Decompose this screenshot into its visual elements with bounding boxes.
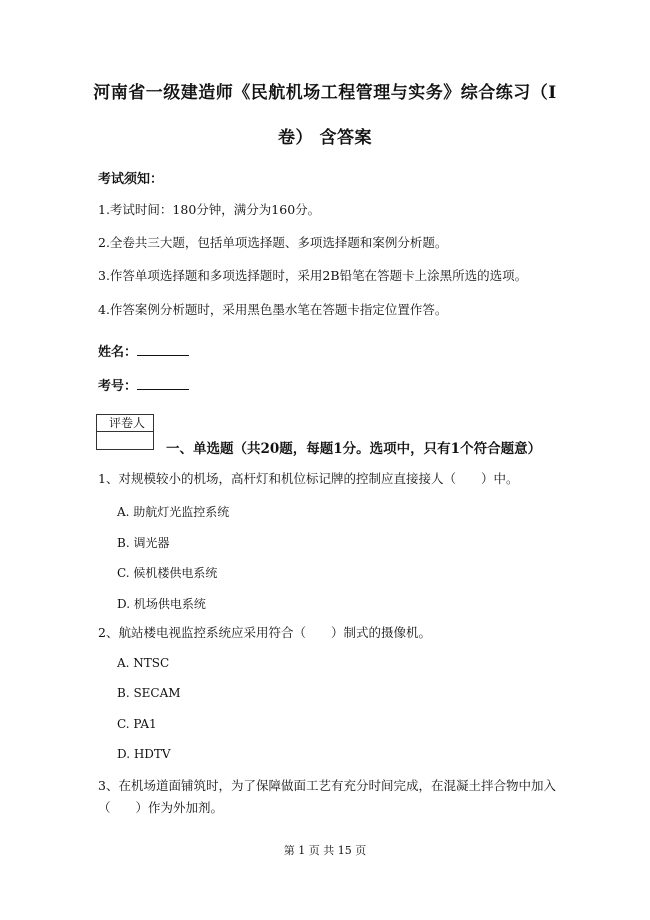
question-1: 1、对规模较小的机场，高杆灯和机位标记牌的控制应直接接人（ ）中。 <box>98 471 519 486</box>
document-title-line-1: 河南省一级建造师《民航机场工程管理与实务》综合练习（I <box>93 83 557 103</box>
question-1-option-c: C. 候机楼供电系统 <box>117 566 218 580</box>
question-2: 2、航站楼电视监控系统应采用符合（ ）制式的摄像机。 <box>98 625 431 640</box>
notice-item-1: 1.考试时间：180分钟，满分为160分。 <box>98 202 321 217</box>
question-2-option-b: B. SECAM <box>117 686 181 700</box>
section-title: 一、单选题（共20题，每题1分。选项中，只有1个符合题意） <box>166 441 542 457</box>
exam-number-label: 考号： <box>98 379 138 394</box>
name-label: 姓名： <box>98 345 138 360</box>
question-1-option-b: B. 调光器 <box>117 536 170 550</box>
exam-number-field <box>98 375 189 394</box>
notice-heading: 考试须知： <box>98 172 164 187</box>
name-blank-line <box>137 343 189 356</box>
document-title-line-2: 卷） 含答案 <box>278 128 372 148</box>
question-2-option-c: C. PA1 <box>117 717 157 731</box>
question-1-option-a: A. 助航灯光监控系统 <box>117 505 230 519</box>
grader-box <box>96 414 154 450</box>
name-field <box>98 341 189 360</box>
grader-label: 评卷人 <box>97 415 153 432</box>
question-2-option-d: D. HDTV <box>117 747 171 761</box>
question-2-option-a: A. NTSC <box>117 656 170 670</box>
notice-item-3: 3.作答单项选择题和多项选择题时，采用2B铅笔在答题卡上涂黑所选的选项。 <box>98 268 528 283</box>
exam-number-blank-line <box>137 377 189 390</box>
notice-item-4: 4.作答案例分析题时，采用黑色墨水笔在答题卡指定位置作答。 <box>98 302 448 317</box>
question-1-option-d: D. 机场供电系统 <box>117 597 206 611</box>
question-3: 3、在机场道面铺筑时，为了保障做面工艺有充分时间完成，在混凝土拌合物中加入（ ）作为外加剂。 <box>98 778 556 815</box>
page-footer: 第 1 页 共 15 页 <box>283 844 367 857</box>
notice-item-2: 2.全卷共三大题，包括单项选择题、多项选择题和案例分析题。 <box>98 235 448 250</box>
